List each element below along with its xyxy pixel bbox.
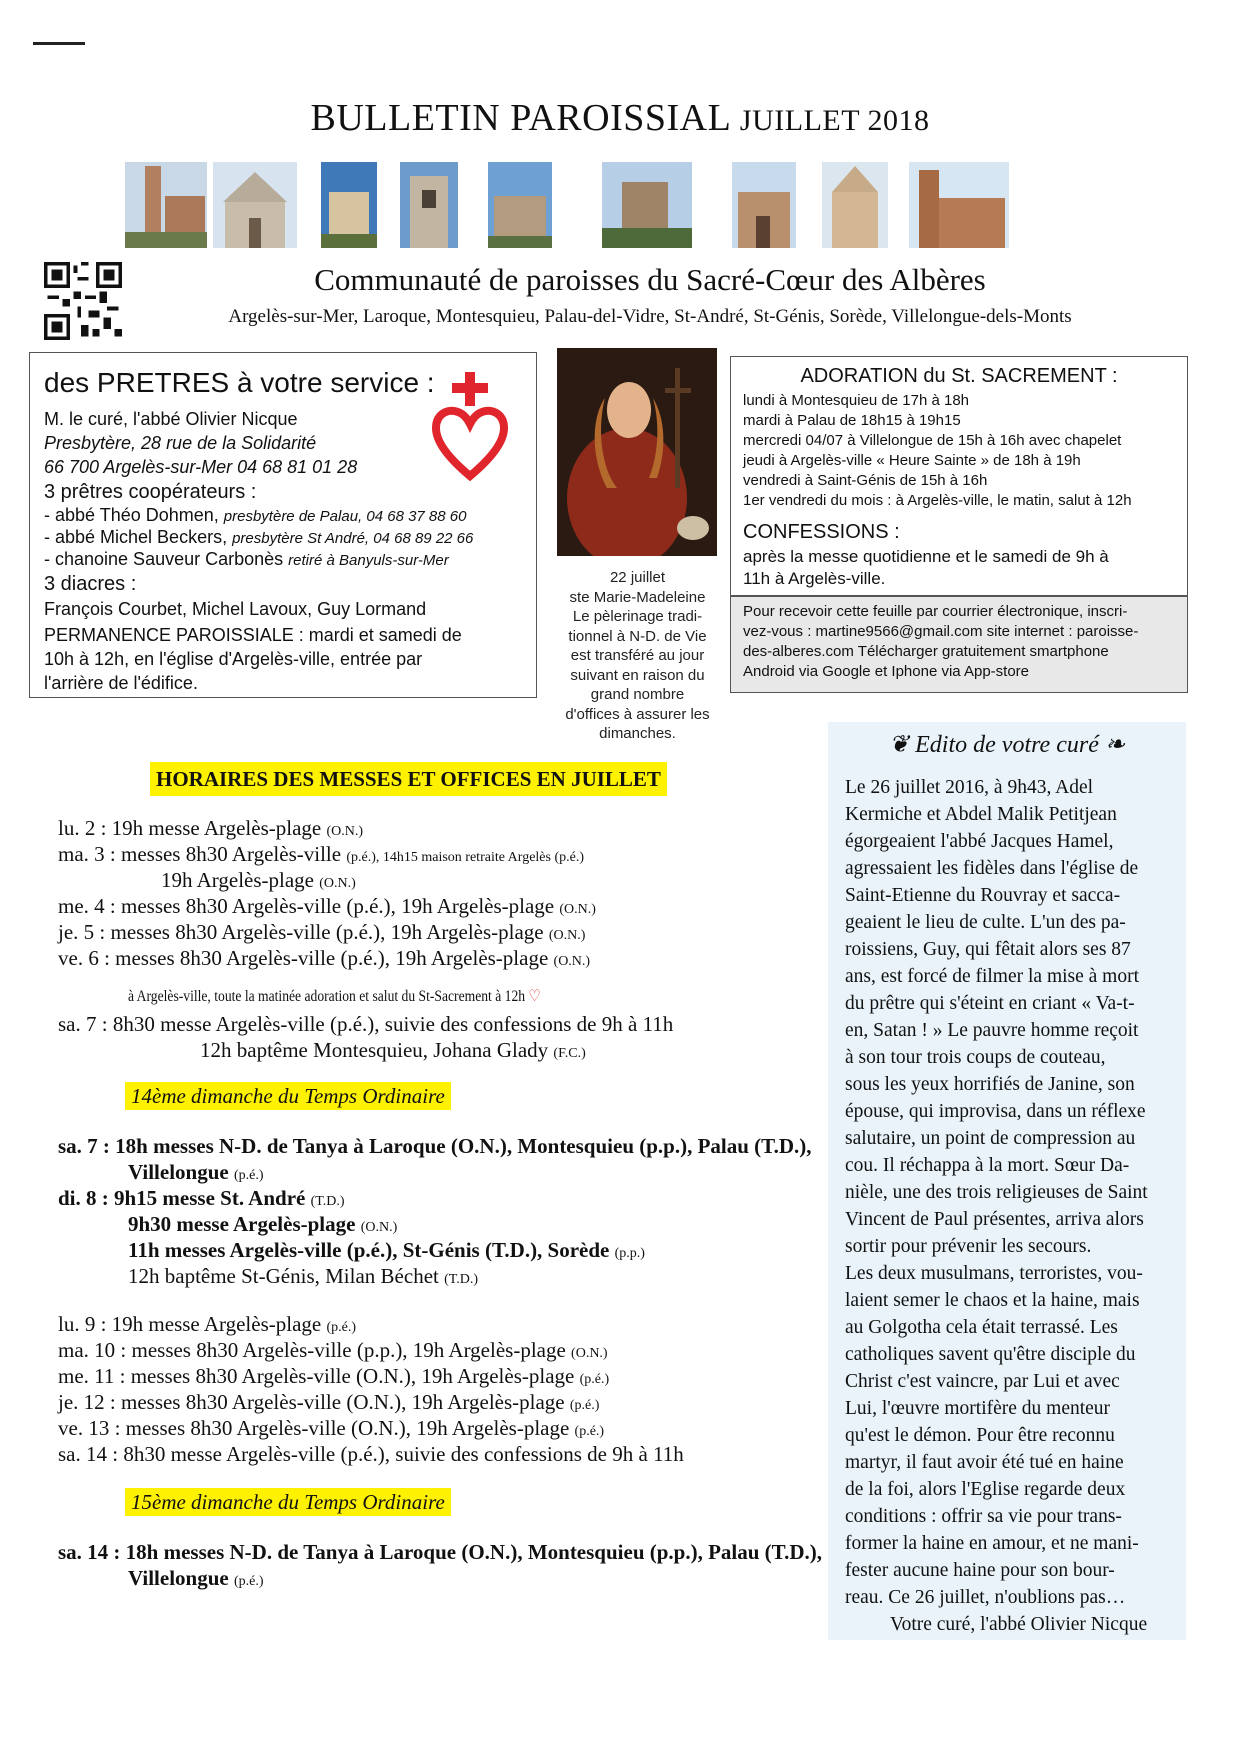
caption-line: tionnel à N-D. de Vie (568, 627, 707, 645)
cure-name: M. le curé, l'abbé Olivier Nicque (44, 409, 298, 429)
ornament-right-icon: ❧ (1104, 732, 1125, 758)
deacons-names: François Courbet, Michel Lavoux, Guy Lormand (44, 599, 427, 619)
church-photo-3 (321, 162, 377, 248)
confessions-title: CONFESSIONS : (743, 521, 900, 543)
edito-line: Vincent de Paul présentes, arriva alors (845, 1209, 1144, 1230)
caption-line: d'offices à assurer les (565, 705, 710, 723)
schedule-line: lu. 2 : 19h messe Argelès-plage (O.N.) (58, 816, 364, 840)
schedule-line: ma. 3 : messes 8h30 Argelès-ville (p.é.), 14h15 maison retraite Argelès (p.é.) (58, 842, 584, 866)
info-line: Pour recevoir cette feuille par courrier électronique, inscri- (743, 603, 1128, 620)
confessions-line-2: 11h à Argelès-ville. (743, 569, 886, 588)
qr-code[interactable] (44, 262, 122, 340)
schedule-line: 12h baptême Montesquieu, Johana Glady (F.C.) (200, 1038, 586, 1062)
painting-caption (550, 568, 725, 744)
edito-line: Christ c'est vaincre, par Lui et avec (845, 1371, 1120, 1392)
schedule-line: sa. 7 : 18h messes N-D. de Tanya à Laroque (O.N.), Montesquieu (p.p.), Palau (T.D.), (58, 1134, 812, 1158)
edito-line: conditions : offrir sa vie pour trans- (845, 1506, 1122, 1527)
adoration-title: ADORATION du St. SACREMENT : (800, 365, 1118, 387)
caption-line: est transféré au jour (570, 647, 705, 664)
church-photo-8 (822, 162, 888, 248)
church-photo-2 (213, 162, 297, 248)
edito-line: sortir pour prévenir les secours. (845, 1236, 1092, 1257)
edito-line: du prêtre qui s'éteint en criant « Va-t- (845, 993, 1135, 1014)
caption-line: Le pèlerinage tradi- (572, 608, 703, 625)
coop-title: 3 prêtres coopérateurs : (44, 481, 257, 503)
sunday-14-heading: 14ème dimanche du Temps Ordinaire (125, 1084, 451, 1109)
edito-line: roissiens, Guy, qui fêtait alors ses 87 (845, 939, 1131, 960)
edito-line: Les deux musulmans, terroristes, vou- (845, 1263, 1143, 1284)
edito-line: martyr, il faut avoir été tué en haine (845, 1452, 1124, 1473)
adoration-line: 1er vendredi du mois : à Argelès-ville, le matin, salut à 12h (743, 492, 1132, 509)
mary-magdalene-painting (557, 348, 717, 556)
church-photo-5 (488, 162, 552, 248)
schedule-line: 11h messes Argelès-ville (p.é.), St-Génis (T.D.), Sorède (p.p.) (128, 1238, 645, 1262)
bulletin-title: BULLETIN PAROISSIAL (310, 97, 730, 139)
sacred-heart-icon (430, 372, 510, 482)
edito-line: agressaient les fidèles dans l'église de (845, 858, 1139, 879)
top-rule (33, 42, 85, 45)
schedule-line: je. 12 : messes 8h30 Argelès-ville (O.N.), 19h Argelès-plage (p.é.) (58, 1390, 600, 1414)
priests-heading: des PRETRES à votre service : (44, 367, 435, 398)
edito-line: reau. Ce 26 juillet, n'oublions pas… (845, 1587, 1126, 1608)
caption-line: 22 juillet (609, 569, 666, 586)
page-title (0, 96, 1240, 140)
schedule-line: 12h baptême St-Génis, Milan Béchet (T.D.) (128, 1264, 479, 1288)
caption-line: dimanches. (599, 725, 676, 742)
church-photo-9 (909, 162, 1009, 248)
edito-line: Lui, l'œuvre mortifère du menteur (845, 1398, 1111, 1419)
permanence-line-3: l'arrière de l'édifice. (44, 673, 198, 693)
ornament-left-icon: ❦ (889, 732, 910, 758)
coop-priest-3: - chanoine Sauveur Carbonès retiré à Banyuls-sur-Mer (44, 549, 449, 569)
caption-line: ste Marie-Madeleine (569, 588, 706, 606)
edito-line: qu'est le démon. Pour être reconnu (845, 1425, 1115, 1446)
edito-line: égorgeaient l'abbé Jacques Hamel, (845, 831, 1114, 852)
community-name: Communauté de paroisses du Sacré-Cœur des Albères (314, 262, 986, 297)
edito-line: en, Satan ! » Le pauvre homme reçoit (845, 1020, 1139, 1041)
schedule-line: di. 8 : 9h15 messe St. André (T.D.) (58, 1186, 345, 1210)
coop-priest-2: - abbé Michel Beckers, presbytère St André, 04 68 89 22 66 (44, 527, 474, 547)
schedule-line: sa. 7 : 8h30 messe Argelès-ville (p.é.), suivie des confessions de 9h à 11h (58, 1012, 674, 1036)
schedule-line: sa. 14 : 18h messes N-D. de Tanya à Laroque (O.N.), Montesquieu (p.p.), Palau (T.D.), (58, 1540, 823, 1564)
edito-line: ans, est forcé de filmer la mise à mort (845, 966, 1140, 987)
info-line: vez-vous : martine9566@gmail.com site internet : paroisse- (743, 623, 1139, 640)
edito-line: geaient le lieu de culte. L'un des pa- (845, 912, 1126, 933)
edito-line: cou. Il réchappa à la mort. Sœur Da- (845, 1155, 1130, 1176)
schedule-line: Villelongue (p.é.) (128, 1566, 264, 1590)
edito-line: nièle, une des trois religieuses de Saint (845, 1182, 1148, 1203)
edito-line: Saint-Etienne du Rouvray et sacca- (845, 885, 1121, 906)
edito-line: former la haine en amour, et ne mani- (845, 1533, 1139, 1554)
info-line: des-alberes.com Télécharger gratuitement smartphone (743, 643, 1109, 660)
schedule-line: sa. 14 : 8h30 messe Argelès-ville (p.é.), suivie des confessions de 9h à 11h (58, 1442, 684, 1466)
church-photo-4 (400, 162, 458, 248)
schedule-line: me. 4 : messes 8h30 Argelès-ville (p.é.), 19h Argelès-plage (O.N.) (58, 894, 596, 918)
edito-line: Kermiche et Abdel Malik Petitjean (845, 804, 1117, 825)
edito-line: au Golgotha cela était terrassé. Les (845, 1317, 1118, 1338)
edito-signature: Votre curé, l'abbé Olivier Nicque (890, 1614, 1148, 1635)
schedule-line: Villelongue (p.é.) (128, 1160, 264, 1184)
schedule-line: lu. 9 : 19h messe Argelès-plage (p.é.) (58, 1312, 357, 1336)
schedule-line: 19h Argelès-plage (O.N.) (161, 868, 356, 892)
adoration-box (730, 356, 1188, 596)
confessions-line-1: après la messe quotidienne et le samedi de 9h à (743, 547, 1109, 566)
edito-line: de la foi, alors l'Eglise regarde deux (845, 1479, 1126, 1500)
edito-line: épouse, qui improvisa, dans un réflexe (845, 1101, 1146, 1122)
caption-line: grand nombre (590, 686, 685, 703)
schedule-line: ve. 6 : messes 8h30 Argelès-ville (p.é.), 19h Argelès-plage (O.N.) (58, 946, 591, 970)
edito-line: laient semer le chaos et la haine, mais (845, 1290, 1140, 1311)
caption-line: suivant en raison du (570, 666, 705, 684)
village-list: Argelès-sur-Mer, Laroque, Montesquieu, Palau-del-Vidre, St-André, St-Génis, Sorède, Villelongue-dels-Monts (228, 306, 1072, 327)
info-line: Android via Google et Iphone via App-store (743, 663, 1030, 680)
edito-line: à son tour trois coups de couteau, (845, 1047, 1106, 1068)
schedule-line: 9h30 messe Argelès-plage (O.N.) (128, 1212, 398, 1236)
bulletin-month: JUILLET 2018 (739, 104, 930, 137)
schedule-line: ma. 10 : messes 8h30 Argelès-ville (p.p.), 19h Argelès-plage (O.N.) (58, 1338, 608, 1362)
church-photo-1 (125, 162, 207, 248)
adoration-line: lundi à Montesquieu de 17h à 18h (743, 392, 970, 409)
adoration-line: jeudi à Argelès-ville « Heure Sainte » de 18h à 19h (743, 452, 1081, 469)
edito-line: fester aucune haine pour son bour- (845, 1560, 1115, 1581)
edito-line: catholiques savent qu'être disciple du (845, 1344, 1136, 1365)
schedule-line: je. 5 : messes 8h30 Argelès-ville (p.é.), 19h Argelès-plage (O.N.) (58, 920, 586, 944)
presbytery-city-phone: 66 700 Argelès-sur-Mer 04 68 81 01 28 (44, 457, 358, 477)
subscription-info-box (730, 596, 1188, 693)
deacons-title: 3 diacres : (44, 573, 137, 595)
edito-title: ❦ Edito de votre curé ❧ (889, 732, 1125, 758)
presbytery-address: Presbytère, 28 rue de la Solidarité (44, 433, 317, 453)
permanence-line-2: 10h à 12h, en l'église d'Argelès-ville, entrée par (44, 649, 423, 669)
adoration-line: mercredi 04/07 à Villelongue de 15h à 16h avec chapelet (743, 432, 1122, 449)
schedule-line: ve. 13 : messes 8h30 Argelès-ville (O.N.), 19h Argelès-plage (p.é.) (58, 1416, 605, 1440)
permanence-line-1: PERMANENCE PAROISSIALE : mardi et samedi de (44, 625, 462, 645)
church-photo-7 (732, 162, 796, 248)
edito-line: sous les yeux horrifiés de Janine, son (845, 1074, 1135, 1095)
schedule-line: me. 11 : messes 8h30 Argelès-ville (O.N.), 19h Argelès-plage (p.é.) (58, 1364, 610, 1388)
adoration-note: à Argelès-ville, toute la matinée adoration et salut du St-Sacrement à 12h ♡ (128, 988, 541, 1005)
church-photo-6 (602, 162, 692, 248)
adoration-line: mardi à Palau de 18h15 à 19h15 (743, 412, 961, 429)
coop-priest-1: - abbé Théo Dohmen, presbytère de Palau, 04 68 37 88 60 (44, 505, 467, 525)
edito-line: Le 26 juillet 2016, à 9h43, Adel (845, 777, 1094, 798)
adoration-line: vendredi à Saint-Génis de 15h à 16h (743, 472, 988, 489)
schedule-heading: HORAIRES DES MESSES ET OFFICES EN JUILLET (150, 762, 667, 796)
edito-line: salutaire, un point de compression au (845, 1128, 1136, 1149)
sunday-15-heading: 15ème dimanche du Temps Ordinaire (125, 1490, 451, 1515)
